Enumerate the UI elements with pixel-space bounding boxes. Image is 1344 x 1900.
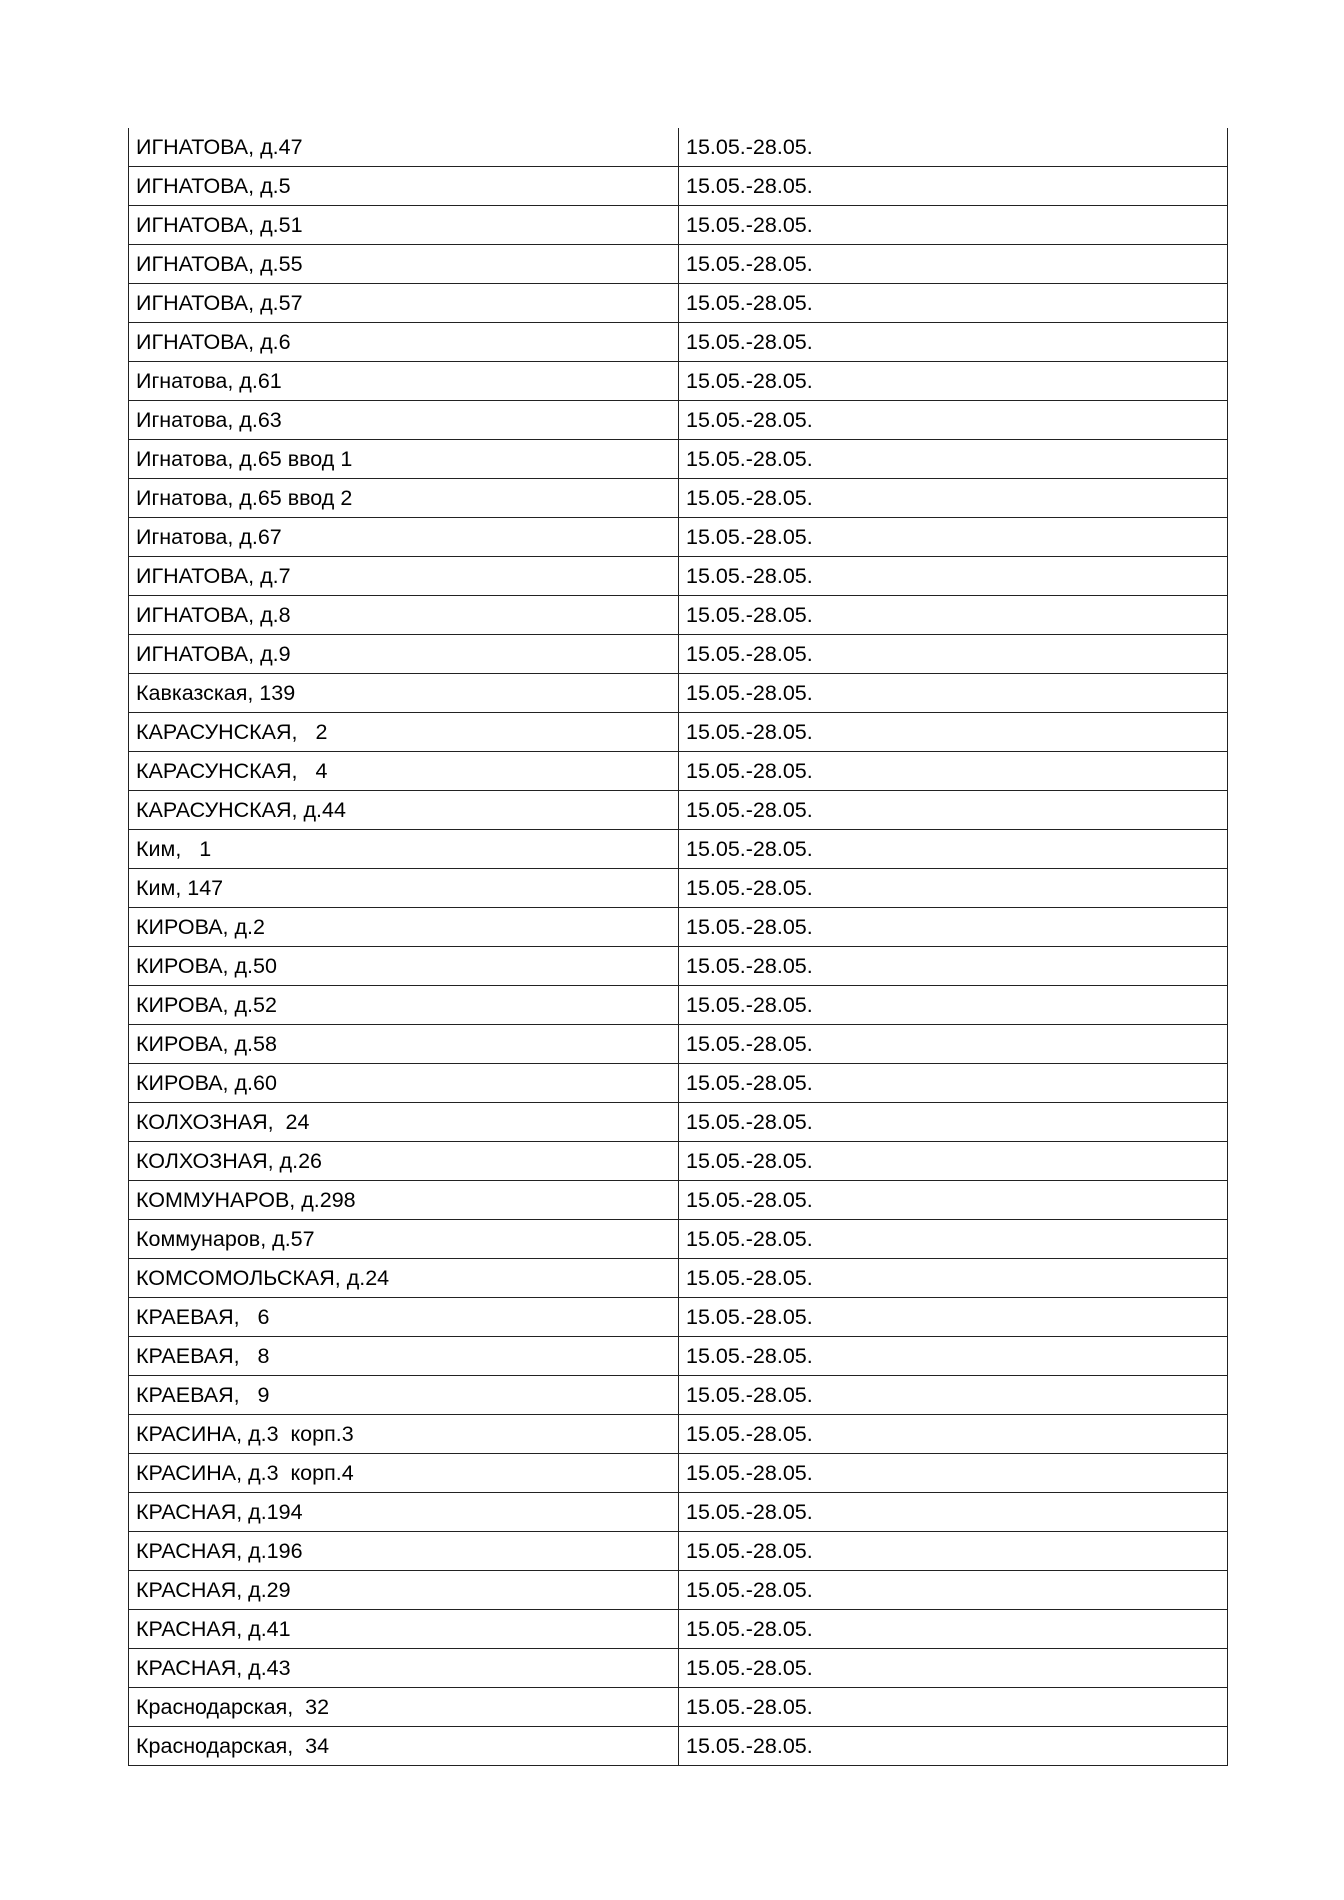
date-range-cell: 15.05.-28.05. bbox=[679, 947, 1228, 986]
table-row bbox=[129, 947, 1228, 986]
table-row bbox=[129, 1259, 1228, 1298]
date-range-cell: 15.05.-28.05. bbox=[679, 362, 1228, 401]
table-row bbox=[129, 1103, 1228, 1142]
date-range-cell: 15.05.-28.05. bbox=[679, 479, 1228, 518]
date-range-cell: 15.05.-28.05. bbox=[679, 1142, 1228, 1181]
date-range-cell: 15.05.-28.05. bbox=[679, 1610, 1228, 1649]
table-row bbox=[129, 557, 1228, 596]
date-range-cell: 15.05.-28.05. bbox=[679, 752, 1228, 791]
address-cell: КРАСНАЯ, д.43 bbox=[129, 1649, 679, 1688]
table-row bbox=[129, 440, 1228, 479]
address-cell: Ким, 147 bbox=[129, 869, 679, 908]
address-cell: ИГНАТОВА, д.47 bbox=[129, 128, 679, 167]
table-row bbox=[129, 791, 1228, 830]
table-row bbox=[129, 206, 1228, 245]
address-cell: КИРОВА, д.60 bbox=[129, 1064, 679, 1103]
date-range-cell: 15.05.-28.05. bbox=[679, 1454, 1228, 1493]
date-range-cell: 15.05.-28.05. bbox=[679, 518, 1228, 557]
date-range-cell: 15.05.-28.05. bbox=[679, 635, 1228, 674]
address-cell: ИГНАТОВА, д.5 bbox=[129, 167, 679, 206]
address-cell: Краснодарская, 32 bbox=[129, 1688, 679, 1727]
date-range-cell: 15.05.-28.05. bbox=[679, 323, 1228, 362]
address-cell: Игнатова, д.65 ввод 2 bbox=[129, 479, 679, 518]
address-cell: КРАЕВАЯ, 8 bbox=[129, 1337, 679, 1376]
date-range-cell: 15.05.-28.05. bbox=[679, 1493, 1228, 1532]
table-row bbox=[129, 986, 1228, 1025]
address-cell: Ким, 1 bbox=[129, 830, 679, 869]
table-row bbox=[129, 830, 1228, 869]
address-cell: ИГНАТОВА, д.6 bbox=[129, 323, 679, 362]
table-row bbox=[129, 1610, 1228, 1649]
date-range-cell: 15.05.-28.05. bbox=[679, 869, 1228, 908]
table-row bbox=[129, 869, 1228, 908]
address-cell: КРАЕВАЯ, 6 bbox=[129, 1298, 679, 1337]
date-range-cell: 15.05.-28.05. bbox=[679, 1649, 1228, 1688]
date-range-cell: 15.05.-28.05. bbox=[679, 1376, 1228, 1415]
address-cell: КАРАСУНСКАЯ, д.44 bbox=[129, 791, 679, 830]
date-range-cell: 15.05.-28.05. bbox=[679, 1727, 1228, 1766]
date-range-cell: 15.05.-28.05. bbox=[679, 1532, 1228, 1571]
address-cell: ИГНАТОВА, д.8 bbox=[129, 596, 679, 635]
table-row bbox=[129, 1298, 1228, 1337]
address-cell: КРАСНАЯ, д.194 bbox=[129, 1493, 679, 1532]
table-body bbox=[129, 128, 1228, 1766]
date-range-cell: 15.05.-28.05. bbox=[679, 167, 1228, 206]
address-cell: КОММУНАРОВ, д.298 bbox=[129, 1181, 679, 1220]
address-cell: КОЛХОЗНАЯ, д.26 bbox=[129, 1142, 679, 1181]
date-range-cell: 15.05.-28.05. bbox=[679, 1064, 1228, 1103]
address-cell: КРАСИНА, д.3 корп.4 bbox=[129, 1454, 679, 1493]
date-range-cell: 15.05.-28.05. bbox=[679, 206, 1228, 245]
table-row bbox=[129, 1571, 1228, 1610]
address-cell: ИГНАТОВА, д.9 bbox=[129, 635, 679, 674]
address-cell: ИГНАТОВА, д.7 bbox=[129, 557, 679, 596]
date-range-cell: 15.05.-28.05. bbox=[679, 908, 1228, 947]
date-range-cell: 15.05.-28.05. bbox=[679, 440, 1228, 479]
address-cell: КИРОВА, д.52 bbox=[129, 986, 679, 1025]
address-cell: КАРАСУНСКАЯ, 4 bbox=[129, 752, 679, 791]
table-row bbox=[129, 1727, 1228, 1766]
address-cell: КРАЕВАЯ, 9 bbox=[129, 1376, 679, 1415]
address-cell: Игнатова, д.63 bbox=[129, 401, 679, 440]
date-range-cell: 15.05.-28.05. bbox=[679, 1103, 1228, 1142]
table-row bbox=[129, 1454, 1228, 1493]
address-cell: КРАСИНА, д.3 корп.3 bbox=[129, 1415, 679, 1454]
table-row bbox=[129, 596, 1228, 635]
table-row bbox=[129, 518, 1228, 557]
date-range-cell: 15.05.-28.05. bbox=[679, 557, 1228, 596]
table-row bbox=[129, 128, 1228, 167]
table-row bbox=[129, 1688, 1228, 1727]
date-range-cell: 15.05.-28.05. bbox=[679, 674, 1228, 713]
date-range-cell: 15.05.-28.05. bbox=[679, 1298, 1228, 1337]
date-range-cell: 15.05.-28.05. bbox=[679, 791, 1228, 830]
address-cell: КОЛХОЗНАЯ, 24 bbox=[129, 1103, 679, 1142]
address-cell: Коммунаров, д.57 bbox=[129, 1220, 679, 1259]
table-row bbox=[129, 1142, 1228, 1181]
table-row bbox=[129, 635, 1228, 674]
table-row bbox=[129, 323, 1228, 362]
address-cell: ИГНАТОВА, д.55 bbox=[129, 245, 679, 284]
table-row bbox=[129, 1649, 1228, 1688]
address-schedule-table bbox=[128, 128, 1228, 1766]
table-row bbox=[129, 1415, 1228, 1454]
table-row bbox=[129, 713, 1228, 752]
address-cell: Игнатова, д.65 ввод 1 bbox=[129, 440, 679, 479]
address-cell: КАРАСУНСКАЯ, 2 bbox=[129, 713, 679, 752]
date-range-cell: 15.05.-28.05. bbox=[679, 128, 1228, 167]
address-cell: КРАСНАЯ, д.29 bbox=[129, 1571, 679, 1610]
date-range-cell: 15.05.-28.05. bbox=[679, 284, 1228, 323]
table-row bbox=[129, 908, 1228, 947]
table-row bbox=[129, 1337, 1228, 1376]
address-cell: ИГНАТОВА, д.51 bbox=[129, 206, 679, 245]
date-range-cell: 15.05.-28.05. bbox=[679, 1571, 1228, 1610]
table-row bbox=[129, 1376, 1228, 1415]
table-row bbox=[129, 284, 1228, 323]
table-row bbox=[129, 1025, 1228, 1064]
address-cell: КРАСНАЯ, д.41 bbox=[129, 1610, 679, 1649]
date-range-cell: 15.05.-28.05. bbox=[679, 1181, 1228, 1220]
address-cell: ИГНАТОВА, д.57 bbox=[129, 284, 679, 323]
address-cell: Кавказская, 139 bbox=[129, 674, 679, 713]
table-row bbox=[129, 479, 1228, 518]
address-cell: КИРОВА, д.58 bbox=[129, 1025, 679, 1064]
table-row bbox=[129, 1064, 1228, 1103]
date-range-cell: 15.05.-28.05. bbox=[679, 1220, 1228, 1259]
address-cell: КОМСОМОЛЬСКАЯ, д.24 bbox=[129, 1259, 679, 1298]
table-row bbox=[129, 1181, 1228, 1220]
date-range-cell: 15.05.-28.05. bbox=[679, 830, 1228, 869]
date-range-cell: 15.05.-28.05. bbox=[679, 1025, 1228, 1064]
date-range-cell: 15.05.-28.05. bbox=[679, 1337, 1228, 1376]
date-range-cell: 15.05.-28.05. bbox=[679, 986, 1228, 1025]
table-row bbox=[129, 401, 1228, 440]
address-cell: Игнатова, д.67 bbox=[129, 518, 679, 557]
table-row bbox=[129, 674, 1228, 713]
table-row bbox=[129, 362, 1228, 401]
table-row bbox=[129, 752, 1228, 791]
date-range-cell: 15.05.-28.05. bbox=[679, 245, 1228, 284]
date-range-cell: 15.05.-28.05. bbox=[679, 713, 1228, 752]
table-row bbox=[129, 1532, 1228, 1571]
table-row bbox=[129, 1220, 1228, 1259]
table-row bbox=[129, 167, 1228, 206]
address-cell: КИРОВА, д.50 bbox=[129, 947, 679, 986]
address-cell: Краснодарская, 34 bbox=[129, 1727, 679, 1766]
address-cell: КРАСНАЯ, д.196 bbox=[129, 1532, 679, 1571]
date-range-cell: 15.05.-28.05. bbox=[679, 1415, 1228, 1454]
date-range-cell: 15.05.-28.05. bbox=[679, 1688, 1228, 1727]
address-cell: Игнатова, д.61 bbox=[129, 362, 679, 401]
date-range-cell: 15.05.-28.05. bbox=[679, 1259, 1228, 1298]
date-range-cell: 15.05.-28.05. bbox=[679, 596, 1228, 635]
table-row bbox=[129, 245, 1228, 284]
date-range-cell: 15.05.-28.05. bbox=[679, 401, 1228, 440]
table-row bbox=[129, 1493, 1228, 1532]
address-cell: КИРОВА, д.2 bbox=[129, 908, 679, 947]
